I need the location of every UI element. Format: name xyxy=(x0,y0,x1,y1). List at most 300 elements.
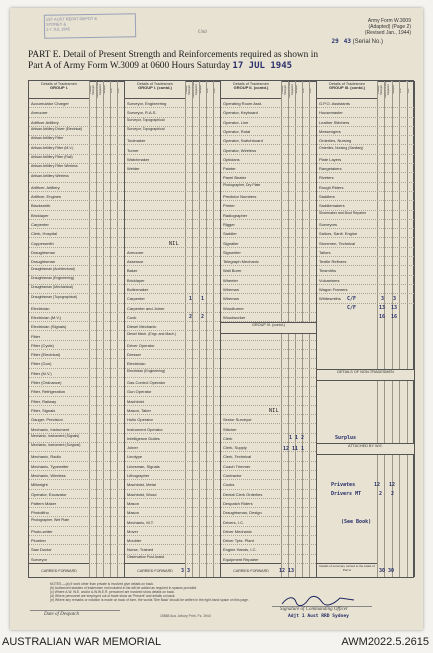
row-label: Cooks xyxy=(223,482,235,488)
privates-entry: Privates xyxy=(331,481,356,488)
column-group-label: GROUP II. (contd.) xyxy=(233,85,269,91)
table-row xyxy=(125,136,220,145)
table-row xyxy=(125,99,220,108)
table-row xyxy=(29,173,124,182)
row-label: Draughtsman xyxy=(31,249,56,255)
sub-column-header: Reinforcements Required xyxy=(288,79,294,98)
row-label: Gas Control Operator xyxy=(127,380,166,385)
table-row xyxy=(221,313,316,322)
row-label: Clerk, Supply xyxy=(223,445,247,451)
row-label: Fitter (Electrical) xyxy=(31,352,61,358)
table-row xyxy=(125,397,220,406)
table-row xyxy=(125,248,220,257)
table-row xyxy=(125,490,220,499)
row-label: Fitter, Railway xyxy=(31,398,57,404)
row-label: Linesman, Signals xyxy=(127,463,160,469)
row-label: Armourer xyxy=(127,249,144,255)
row-label: Surveyors xyxy=(319,221,338,227)
table-row xyxy=(125,294,220,303)
row-label: Artisan Artillery Fitter (M.V.) xyxy=(31,145,74,150)
table-row xyxy=(29,211,124,220)
row-label: Stitcher xyxy=(223,426,237,432)
row-label: Clerk xyxy=(223,435,233,441)
row-label: Dental Clerk Orderlies xyxy=(223,491,263,497)
table-row xyxy=(221,359,316,368)
table-row xyxy=(317,285,414,294)
table-row xyxy=(317,239,414,248)
row-label: Draughtsman (Engineering) xyxy=(31,275,74,280)
table-row xyxy=(125,508,220,517)
row-label: Saddler xyxy=(223,231,237,237)
caption-left: AUSTRALIAN WAR MEMORIAL xyxy=(2,636,162,648)
table-row xyxy=(29,146,124,155)
row-label: Orderlies, Nursing xyxy=(319,138,352,144)
table-row xyxy=(125,304,220,313)
row-label: Saddlemakers xyxy=(319,203,345,209)
row-label: Wagon Framers xyxy=(319,287,348,292)
table-row xyxy=(221,127,316,136)
table-row xyxy=(29,350,124,359)
row-label: Signwriter xyxy=(223,249,241,255)
row-label: Intelligence Duties xyxy=(127,435,160,441)
note-c: (c) Where A.W. W.E. and/or A.W.W.E.R. personnel are involved show details on back. xyxy=(50,590,175,595)
row-label: Drivers, I.C. xyxy=(223,519,245,525)
table-row xyxy=(29,266,124,275)
table-row xyxy=(29,322,124,331)
row-label: Electrician xyxy=(127,361,146,367)
table-row xyxy=(29,285,124,294)
sub-column-header: Surplus xyxy=(295,81,302,99)
row-label: Operator, Line xyxy=(223,119,249,125)
table-row xyxy=(317,211,414,220)
row-label: Instrument Operator xyxy=(127,426,163,432)
table-row xyxy=(29,397,124,406)
cook-required-value: 2 xyxy=(201,314,205,321)
cooks-values: 1 1 2 xyxy=(289,435,305,442)
table-row xyxy=(317,136,414,145)
table-row xyxy=(125,220,220,229)
row-label: Mechanic, Wireless xyxy=(31,473,66,478)
row-label: Fitter xyxy=(31,333,41,339)
table-row xyxy=(29,136,124,145)
table-row xyxy=(221,294,316,303)
row-label: Photo-writer xyxy=(31,528,53,534)
table-row xyxy=(221,387,316,396)
serial-value-1: 29 xyxy=(331,38,339,45)
sub-column-header: Present Strength xyxy=(377,81,384,99)
table-row xyxy=(125,173,220,182)
table-row xyxy=(125,527,220,536)
table-row xyxy=(125,118,220,127)
row-label: Fitter (M.V.) xyxy=(31,370,52,376)
row-label: Surveyor, Topographical xyxy=(127,117,165,122)
table-row xyxy=(125,164,220,173)
row-label: Machinist, Wood xyxy=(127,491,157,497)
table-row xyxy=(125,192,220,201)
row-label: Millwright xyxy=(31,482,48,488)
table-row xyxy=(221,192,316,201)
row-label: Toolmaker xyxy=(127,138,146,144)
unit-stamp xyxy=(44,13,136,39)
row-label: Whitesmiths xyxy=(319,296,341,302)
row-label: Cook xyxy=(127,314,137,320)
serial-number xyxy=(332,38,384,45)
table-column-4 xyxy=(317,81,415,577)
clerk-values: 12 11 1 xyxy=(283,445,305,452)
column-group-label: GROUP III. (contd.) xyxy=(329,85,365,91)
row-label: Tailors xyxy=(319,249,331,255)
table-row xyxy=(125,332,220,341)
table-row xyxy=(29,276,124,285)
row-label: Artificer, Engines xyxy=(31,194,62,199)
army-form-line-3: (Revised Jan., 1944) xyxy=(364,30,411,36)
row-label: Predictor Numbers xyxy=(223,194,257,199)
row-label: Artisan Artillery Fitter (Rail) xyxy=(31,155,73,160)
table-row xyxy=(29,452,124,461)
row-label: Linotype xyxy=(127,454,143,460)
group-iii-subheader: GROUP III. (contd.) xyxy=(221,322,316,334)
row-label: Senior Surveyor xyxy=(223,417,252,423)
table-row xyxy=(221,425,316,434)
table-row xyxy=(221,350,316,359)
table-row xyxy=(317,118,414,127)
cf-value-4: 13 xyxy=(391,305,398,312)
attached-subheader: ATTACHED BY W.E. xyxy=(317,443,414,455)
row-label: G.P.O. Assistants xyxy=(319,101,350,106)
row-label: Artificer, Artillery xyxy=(31,184,60,190)
table-row xyxy=(125,341,220,350)
table-row xyxy=(317,99,414,108)
row-label: Fitter (Ordnance) xyxy=(31,380,62,385)
row-label: Contractor xyxy=(223,473,242,478)
carried-forward-label: Details of summary carried to the totals of Part A xyxy=(317,563,377,577)
table-row xyxy=(221,108,316,117)
row-label: Baker xyxy=(127,268,138,274)
table-row xyxy=(317,257,414,266)
column-header xyxy=(317,81,377,99)
table-row xyxy=(125,146,220,155)
table-row xyxy=(29,387,124,396)
serial-label: (Serial No.) xyxy=(352,39,383,45)
table-row xyxy=(221,527,316,536)
table-column-2 xyxy=(125,81,221,577)
sub-column-header: Present Strength xyxy=(281,81,288,99)
table-row xyxy=(125,276,220,285)
table-row xyxy=(125,266,220,275)
table-row xyxy=(125,183,220,192)
row-label: Mason, Taker xyxy=(127,407,151,413)
table-row xyxy=(29,536,124,545)
note-a: NOTES.—(a) If work other than private is involved give details on back. xyxy=(50,582,154,586)
row-label: Opticians xyxy=(223,156,240,162)
row-label: Hollo Operator xyxy=(127,417,154,423)
table-row xyxy=(221,266,316,275)
drivers-entry: Drivers MT xyxy=(331,491,362,498)
row-label: Carpenter xyxy=(31,221,49,227)
row-label: Turner xyxy=(127,147,139,153)
table-row xyxy=(29,229,124,238)
table-row xyxy=(125,443,220,452)
row-label: Vulcanisers xyxy=(319,277,340,283)
table-row xyxy=(221,201,316,210)
table-row xyxy=(317,108,414,117)
table-row xyxy=(125,434,220,443)
note-b: (b) Authorized statutes of tradesmen not included in list will be added as required in spaces provided. xyxy=(50,586,198,591)
table-row xyxy=(29,239,124,248)
table-row xyxy=(29,359,124,368)
row-label: Orderlies, Nursing (Sanitary) xyxy=(319,145,364,150)
table-row xyxy=(125,415,220,424)
table-row xyxy=(221,369,316,378)
carried-forward-label: CARRIED FORWARD xyxy=(221,563,281,577)
row-label: Sailors, Sanit. Engine xyxy=(319,231,358,237)
drivers-value-2: 2 xyxy=(391,491,395,498)
row-label: Surveyor, Topographical xyxy=(127,127,165,132)
row-label: Engine Hands, I.C. xyxy=(223,547,257,553)
privates-value-2: 12 xyxy=(389,481,396,488)
table-row xyxy=(29,332,124,341)
row-label: Housemaster xyxy=(319,110,343,116)
row-label: Machinist, Metal xyxy=(127,482,156,488)
title-line-1: PART E. Detail of Present Strength and Reinforcements required as shown in xyxy=(28,50,319,60)
table-row xyxy=(221,536,316,545)
table-row xyxy=(29,378,124,387)
table-row xyxy=(29,369,124,378)
column-header-label: Details of Tradesmen xyxy=(137,82,173,86)
serial-value-2: 43 xyxy=(343,38,351,45)
page-title xyxy=(28,50,413,72)
table-row xyxy=(317,266,414,275)
sub-column-header: D.R. xyxy=(399,81,406,99)
strength-table xyxy=(28,80,414,578)
table-row xyxy=(317,276,414,285)
row-label: Saw Doctor xyxy=(31,547,52,553)
table-row xyxy=(221,480,316,489)
column-group-label: GROUP I. (contd.) xyxy=(138,85,172,91)
table-row xyxy=(29,434,124,443)
row-label: Rough Riders xyxy=(319,184,344,190)
row-label: Nurse, Trained xyxy=(127,547,154,553)
table-row xyxy=(221,490,316,499)
row-label: Carpenter and Joiner xyxy=(127,305,165,311)
table-row xyxy=(125,462,220,471)
table-row xyxy=(221,397,316,406)
note-d: (d) Where personnel are employed out of trade show as 'Present' and details on back. xyxy=(50,594,176,599)
table-row xyxy=(125,471,220,480)
table-row xyxy=(29,443,124,452)
row-label: Artisan Artillery Wireless xyxy=(31,173,69,178)
sub-column-header: Surplus xyxy=(199,81,206,99)
caption-right: AWM2022.5.2615 xyxy=(341,636,429,648)
table-row xyxy=(29,257,124,266)
row-label: Mechanic, Radio xyxy=(31,454,61,460)
cf-value-3: 13 xyxy=(379,305,386,312)
table-row xyxy=(317,220,414,229)
sub-column-header: D.R. xyxy=(110,81,117,99)
row-label: Equipment Repairer xyxy=(223,556,259,562)
row-label: Woodturner xyxy=(223,305,244,311)
table-row xyxy=(29,341,124,350)
carried-forward-total-4: 30 30 xyxy=(379,568,395,574)
row-label: Draughtsman, Design xyxy=(223,510,262,516)
table-row xyxy=(29,518,124,527)
table-row xyxy=(221,499,316,508)
column-header xyxy=(125,81,185,99)
table-row xyxy=(221,452,316,461)
row-label: Artisan Artillery Fitter Wireless xyxy=(31,164,78,169)
table-row xyxy=(317,248,414,257)
row-label: Textile Refiners xyxy=(319,259,347,265)
table-row xyxy=(317,229,414,238)
table-row xyxy=(29,164,124,173)
table-row xyxy=(125,406,220,415)
table-row xyxy=(317,155,414,164)
stamp-line-3: 1-7 JUL 1945 xyxy=(46,26,70,32)
table-row xyxy=(29,108,124,117)
table-row xyxy=(221,471,316,480)
table-row xyxy=(29,201,124,210)
table-row xyxy=(317,127,414,136)
table-row xyxy=(125,155,220,164)
table-row xyxy=(125,387,220,396)
table-row xyxy=(221,508,316,517)
row-label: Mechanic, Typewriter xyxy=(31,463,69,469)
table-row xyxy=(29,462,124,471)
table-row xyxy=(221,257,316,266)
row-label: Artificer Artillery xyxy=(31,119,59,125)
row-label: Mechanic, Instrument xyxy=(31,426,70,432)
sub-column-header: Present Strength xyxy=(89,81,96,99)
table-row xyxy=(221,462,316,471)
army-form-line-1: Army Form W.3009 xyxy=(367,18,411,24)
row-label: Operator, Keyboard xyxy=(223,110,258,116)
row-label: Fitter, Signals xyxy=(31,407,56,413)
row-label: Draughtsman (Architectural) xyxy=(31,266,75,271)
signature-rank-stamp: Adjt 1 Aust RRD Sydney xyxy=(288,614,349,619)
table-row xyxy=(221,164,316,173)
table-row xyxy=(221,518,316,527)
column-group-label: GROUP I. xyxy=(50,85,68,91)
row-label: Draughtsman (Mechanical) xyxy=(31,285,74,290)
table-row xyxy=(125,257,220,266)
surplus-note: Surplus xyxy=(335,435,357,442)
see-book-note: (See Book) xyxy=(341,519,372,525)
row-label: Gauger, Precision xyxy=(31,417,63,423)
table-row xyxy=(29,192,124,201)
table-row xyxy=(29,294,124,303)
table-row xyxy=(125,545,220,554)
row-label: Printer xyxy=(223,203,235,209)
nil-stamp: NIL xyxy=(169,241,179,247)
non-tradesmen-subheader: DETAILS OF NON-TRADESMEN xyxy=(317,369,414,381)
row-label: Coach Trimmer xyxy=(223,463,251,469)
carpenter-required-value: 1 xyxy=(201,295,205,302)
table-row xyxy=(221,183,316,192)
row-label: Draughtsman xyxy=(31,259,56,265)
cf-value-5: 16 xyxy=(379,314,386,321)
carried-forward-mark: C/F xyxy=(347,295,357,302)
table-row xyxy=(317,164,414,173)
note-e: (e) Where any remarks or notation is made on back of form, the words 'See Back' should be written in the right-hand space on this page. xyxy=(50,598,249,603)
row-label: Accumulator Charger xyxy=(31,101,69,106)
table-row xyxy=(221,239,316,248)
row-label: Plate Layers xyxy=(319,156,342,162)
column-header xyxy=(221,81,281,99)
cf-value-2: 3 xyxy=(393,295,397,302)
table-row xyxy=(29,99,124,108)
table-row xyxy=(221,276,316,285)
table-row xyxy=(317,183,414,192)
army-form-line-2: (Adapted) (Page 2) xyxy=(368,24,411,30)
table-row xyxy=(317,146,414,155)
sub-column-header: Reinforcements Required xyxy=(192,79,198,98)
table-row xyxy=(125,108,220,117)
row-label: Photolitho xyxy=(31,510,49,516)
table-row xyxy=(125,127,220,136)
column-header-label: Details of Tradesmen xyxy=(233,82,269,86)
signature-label: Signature of Commanding Officer xyxy=(280,607,349,612)
carried-forward-label: CARRIED FORWARD xyxy=(125,563,185,577)
row-label: Operating Room Asst. xyxy=(223,101,263,106)
table-row xyxy=(221,415,316,424)
table-row xyxy=(317,192,414,201)
row-label: Riveters xyxy=(319,175,334,181)
row-label: Surveyor, Engineering xyxy=(127,101,167,106)
row-label: Panel Beater xyxy=(223,175,247,181)
table-row xyxy=(125,452,220,461)
row-label: Electrician (Engineering) xyxy=(127,368,166,373)
sub-column-header: Reinforcements Required xyxy=(96,79,102,98)
table-row xyxy=(29,406,124,415)
title-line-2: Part A of Army Form W.3009 at 0600 Hours Saturday xyxy=(28,61,231,71)
row-label: Fitter (Gun) xyxy=(31,361,52,367)
table-row xyxy=(125,480,220,489)
table-row xyxy=(29,127,124,136)
table-row xyxy=(125,369,220,378)
row-label: Messengers xyxy=(319,128,341,134)
column-header-label: Details of Tradesmen xyxy=(41,82,77,86)
table-row xyxy=(317,294,414,303)
row-label: Rigger xyxy=(223,221,235,227)
stamp-line-1: 1ST AUST REPAT DEPOT & xyxy=(45,15,98,22)
despatch-line xyxy=(30,610,120,611)
row-label: Observation Post Assist. xyxy=(127,554,165,559)
date-of-despatch-label: Date of Despatch xyxy=(44,612,79,617)
table-row xyxy=(125,313,220,322)
table-row xyxy=(125,350,220,359)
row-label: Lithographer xyxy=(127,473,150,478)
row-label: Operator, Rotal xyxy=(223,128,251,134)
row-label: Boilermaker xyxy=(127,287,149,292)
table-row xyxy=(29,508,124,517)
row-label: Gun Operator xyxy=(127,389,152,395)
cook-present-value: 2 xyxy=(189,314,193,321)
row-label: Dresser xyxy=(127,352,142,358)
row-label: Driver Tpts. Plant xyxy=(223,538,254,544)
row-label: Painter xyxy=(223,166,236,172)
table-row xyxy=(125,536,220,545)
row-label: Electrician xyxy=(31,305,50,311)
cf-value-1: 3 xyxy=(381,295,385,302)
carried-forward-label: CARRIED FORWARD xyxy=(29,563,89,577)
row-label: Photographer, Dry Plate xyxy=(223,182,261,187)
table-row xyxy=(125,229,220,238)
table-row xyxy=(221,99,316,108)
sub-column-header: D.R. xyxy=(206,81,213,99)
table-row xyxy=(125,285,220,294)
row-label: Electrician (Signals) xyxy=(31,324,67,330)
row-label: Operator, Wireless xyxy=(223,147,257,153)
